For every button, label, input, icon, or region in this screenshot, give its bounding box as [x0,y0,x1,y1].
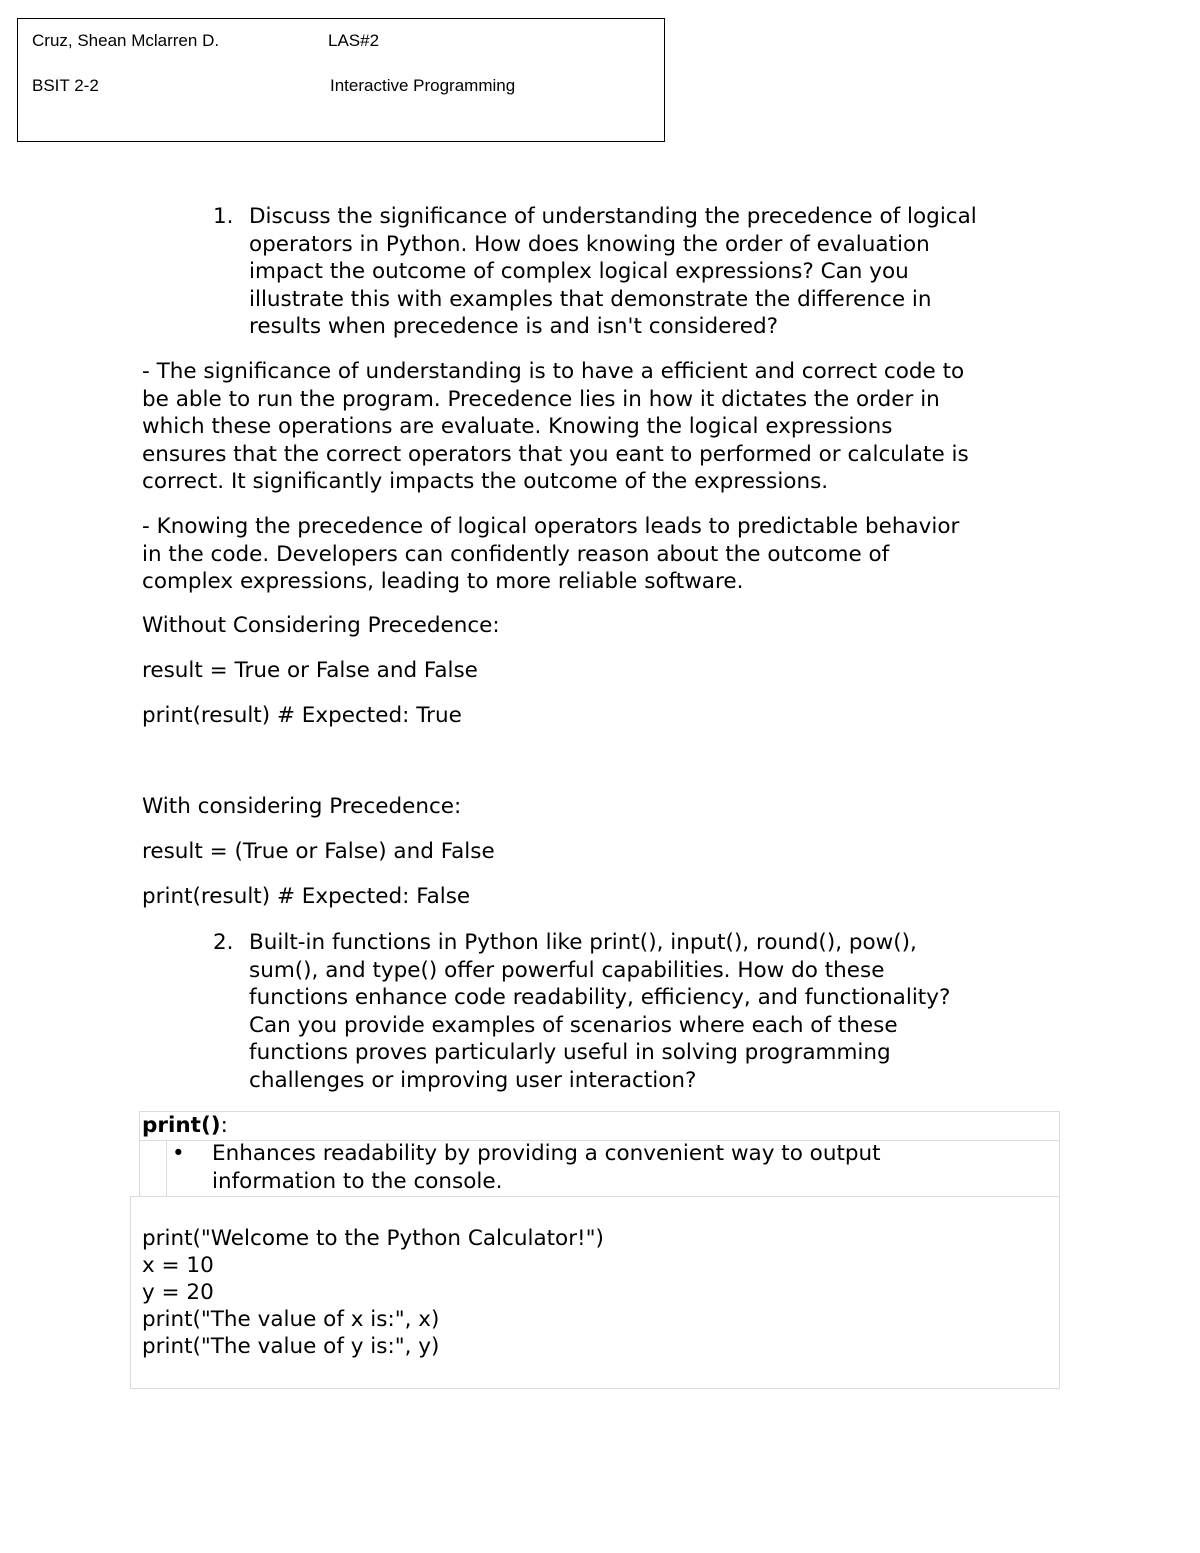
paragraph-line: - The significance of understanding is to have a efficient and correct code to [142,359,965,384]
las-number: LAS#2 [328,31,380,50]
bullet-indent-cell [139,1140,167,1197]
paragraph-line: which these operations are evaluate. Knowing the logical expressions [142,414,893,439]
question-2-number: 2. [213,930,234,955]
question-2-line: sum(), and type() offer powerful capabilities. How do these [249,957,885,983]
code-line: x = 10 [142,1253,214,1278]
paragraph-line: be able to run the program. Precedence lies in how it dictates the order in [142,386,940,412]
without-precedence-code-2: print(result) # Expected: True [142,703,462,728]
question-1-line: illustrate this with examples that demonstrate the difference in [249,286,932,312]
bullet-dot: • [172,1141,185,1166]
answer-1-paragraph-2 [142,513,1072,596]
without-precedence-code-1: result = True or False and False [142,658,478,683]
paragraph-line: ensures that the correct operators that you eant to performed or calculate is [142,441,969,467]
with-precedence-code-2: print(result) # Expected: False [142,884,471,909]
with-precedence-heading: With considering Precedence: [142,794,462,819]
student-name: Cruz, Shean Mclarren D. [32,31,220,50]
with-precedence-code-1: result = (True or False) and False [142,839,495,864]
question-2-line: Can you provide examples of scenarios where each of these [249,1012,898,1038]
print-func-name: print() [142,1113,221,1138]
code-line: y = 20 [142,1280,214,1305]
code-line: print("The value of y is:", y) [142,1334,440,1359]
subject-name: Interactive Programming [330,76,516,95]
bullet-line: Enhances readability by providing a convenient way to output [212,1141,881,1166]
without-precedence-heading: Without Considering Precedence: [142,613,500,638]
print-bullet-text [212,1140,881,1195]
code-line: print("The value of x is:", x) [142,1307,440,1332]
student-section: BSIT 2-2 [32,76,99,95]
question-1-line: operators in Python. How does knowing the order of evaluation [249,231,930,257]
paragraph-line: correct. It significantly impacts the outcome of the expressions. [142,469,829,494]
bullet-line: information to the console. [212,1168,503,1194]
paragraph-line: - Knowing the precedence of logical operators leads to predictable behavior [142,514,960,539]
print-heading-colon: : [220,1113,228,1138]
question-2-line: challenges or improving user interaction? [249,1067,697,1093]
code-line: print("Welcome to the Python Calculator!") [142,1226,604,1251]
question-1-line: Discuss the significance of understanding the precedence of logical [249,204,977,229]
header-box [17,18,665,142]
paragraph-line: in the code. Developers can confidently reason about the outcome of [142,541,890,567]
question-2 [213,929,1073,1094]
question-1-number: 1. [213,204,234,229]
question-2-line: Built-in functions in Python like print(), input(), round(), pow(), [249,930,917,955]
question-1-line: results when precedence is and isn't considered? [249,314,779,339]
question-1-line: impact the outcome of complex logical expressions? Can you [249,259,909,284]
question-2-line: functions enhance code readability, efficiency, and functionality? [249,985,951,1010]
paragraph-line: complex expressions, leading to more reliable software. [142,569,744,594]
question-1 [213,203,1073,341]
question-2-line: functions proves particularly useful in solving programming [249,1040,891,1065]
answer-1-paragraph-1 [142,358,1072,496]
print-heading [142,1112,1072,1140]
